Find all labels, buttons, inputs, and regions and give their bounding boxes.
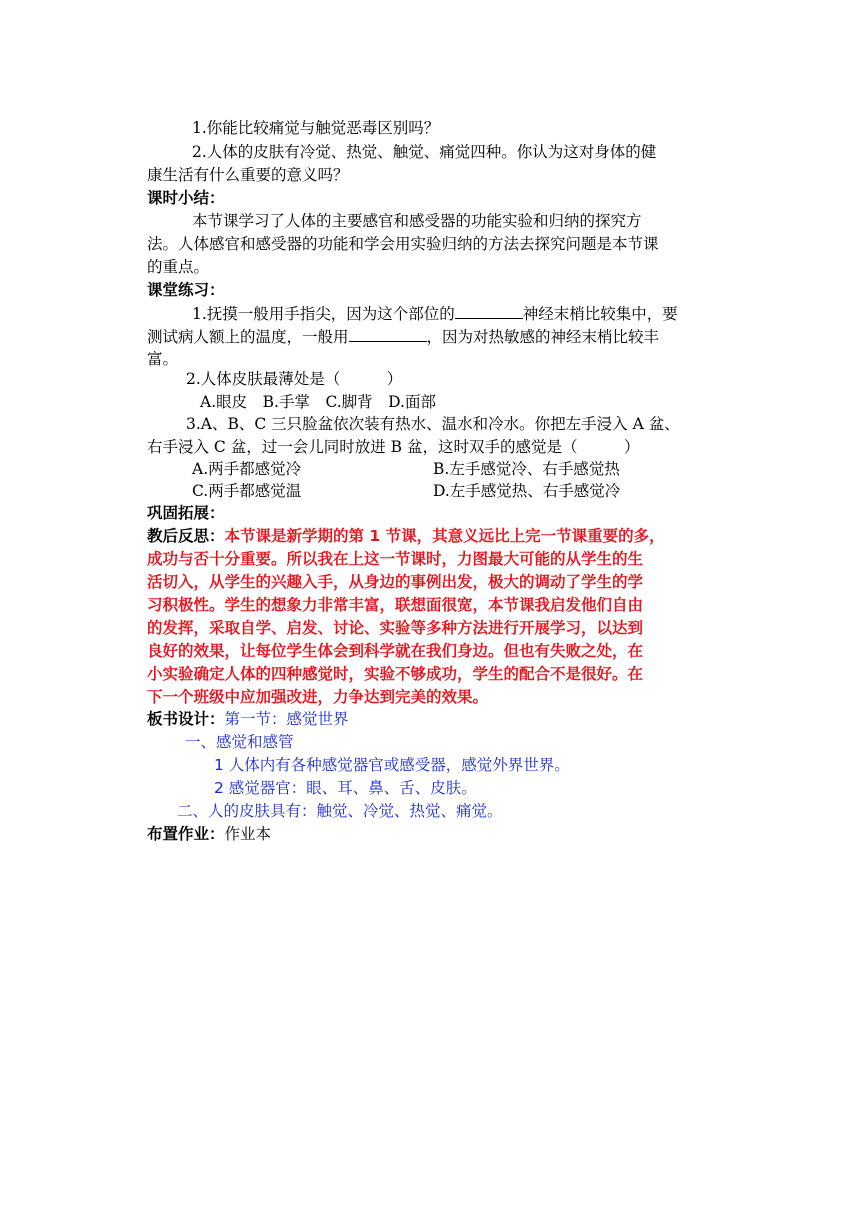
board-design-line [147, 708, 349, 731]
practice-3-line-1: 3.A、B、C 三只脸盆依次装有热水、温水和冷水。你把左手浸入 A 盆、 [186, 415, 680, 433]
board-item-2: 2 感觉器官：眼、耳、鼻、舌、皮肤。 [214, 779, 477, 797]
practice-2-options: A.眼皮 B.手掌 C.脚背 D.面部 [200, 393, 436, 411]
practice-heading: 课堂练习： [147, 281, 225, 299]
board-title: 第一节：感觉世界 [224, 710, 349, 728]
reflection-line-3: 活切入，从学生的兴趣入手，从身边的事例出发，极大的调动了学生的学 [147, 573, 644, 591]
practice-3-option-b: B.左手感觉冷、右手感觉热 [433, 460, 620, 478]
fill-blank-1 [455, 302, 523, 319]
practice-3-option-c: C.两手都感觉温 [192, 482, 302, 500]
summary-line-3: 的重点。 [147, 258, 210, 276]
practice-1-line-2 [147, 325, 659, 349]
board-item-1: 1 人体内有各种感觉器官或感受器，感觉外界世界。 [214, 756, 570, 774]
practice-3-option-d: D.左手感觉热、右手感觉冷 [433, 482, 621, 500]
practice-1-text-d: ，因为对热敏感的神经末梢比较丰 [426, 328, 660, 346]
board-heading: 板书设计： [147, 710, 225, 728]
question-1: 1.你能比较痛觉与触觉恶毒区别吗？ [192, 119, 440, 137]
reflection-line-4: 习积极性。学生的想象力非常丰富，联想面很宽，本节课我启发他们自由 [147, 596, 644, 614]
reflection-line-1 [147, 525, 665, 548]
practice-1-line-3: 富。 [147, 350, 179, 368]
homework-text: 作业本 [224, 825, 272, 843]
summary-line-1: 本节课学习了人体的主要感官和感受器的功能实验和归纳的探究方 [192, 212, 642, 230]
summary-heading: 课时小结： [147, 189, 225, 207]
question-2-line-1: 2.人体的皮肤有冷觉、热觉、触觉、痛觉四种。你认为这对身体的健 [192, 143, 657, 161]
reflection-text-1: 本节课是新学期的第 1 节课，其意义远比上完一节课重要的多， [224, 527, 665, 545]
reflection-line-5: 的发挥，采取自学、启发、讨论、实验等多种方法进行开展学习，以达到 [147, 619, 644, 637]
extension-heading: 巩固拓展： [147, 504, 225, 522]
reflection-line-6: 良好的效果，让每位学生体会到科学就在我们身边。但也有失败之处，在 [147, 642, 644, 660]
reflection-line-8: 下一个班级中应加强改进，力争达到完美的效果。 [147, 688, 489, 706]
practice-2: 2.人体皮肤最薄处是（ ） [186, 370, 403, 388]
practice-1-text-a: 1.抚摸一般用手指尖，因为这个部位的 [192, 305, 455, 323]
practice-1-text-b: 神经末梢比较集中，要 [522, 305, 678, 323]
practice-1-text-c: 测试病人额上的温度，一般用 [147, 328, 349, 346]
reflection-heading: 教后反思： [147, 527, 225, 545]
reflection-line-7: 小实验确定人体的四种感觉时，实验不够成功，学生的配合不是很好。在 [147, 665, 644, 683]
practice-3-line-2: 右手浸入 C 盆，过一会儿同时放进 B 盆，这时双手的感觉是（ ） [147, 438, 640, 456]
homework-line [147, 823, 271, 846]
board-section-1: 一、感觉和感管 [185, 733, 294, 751]
question-2-line-2: 康生活有什么重要的意义吗？ [147, 166, 349, 184]
summary-line-2: 法。人体感官和感受器的功能和学会用实验归纳的方法去探究问题是本节课 [147, 235, 659, 253]
practice-3-option-a: A.两手都感觉冷 [192, 460, 302, 478]
reflection-line-2: 成功与否十分重要。所以我在上这一节课时，力图最大可能的从学生的生 [147, 550, 644, 568]
practice-1-line-1 [192, 302, 678, 326]
fill-blank-2 [349, 325, 427, 342]
board-section-2: 二、人的皮肤具有：触觉、冷觉、热觉、痛觉。 [177, 802, 503, 820]
homework-heading: 布置作业： [147, 825, 225, 843]
